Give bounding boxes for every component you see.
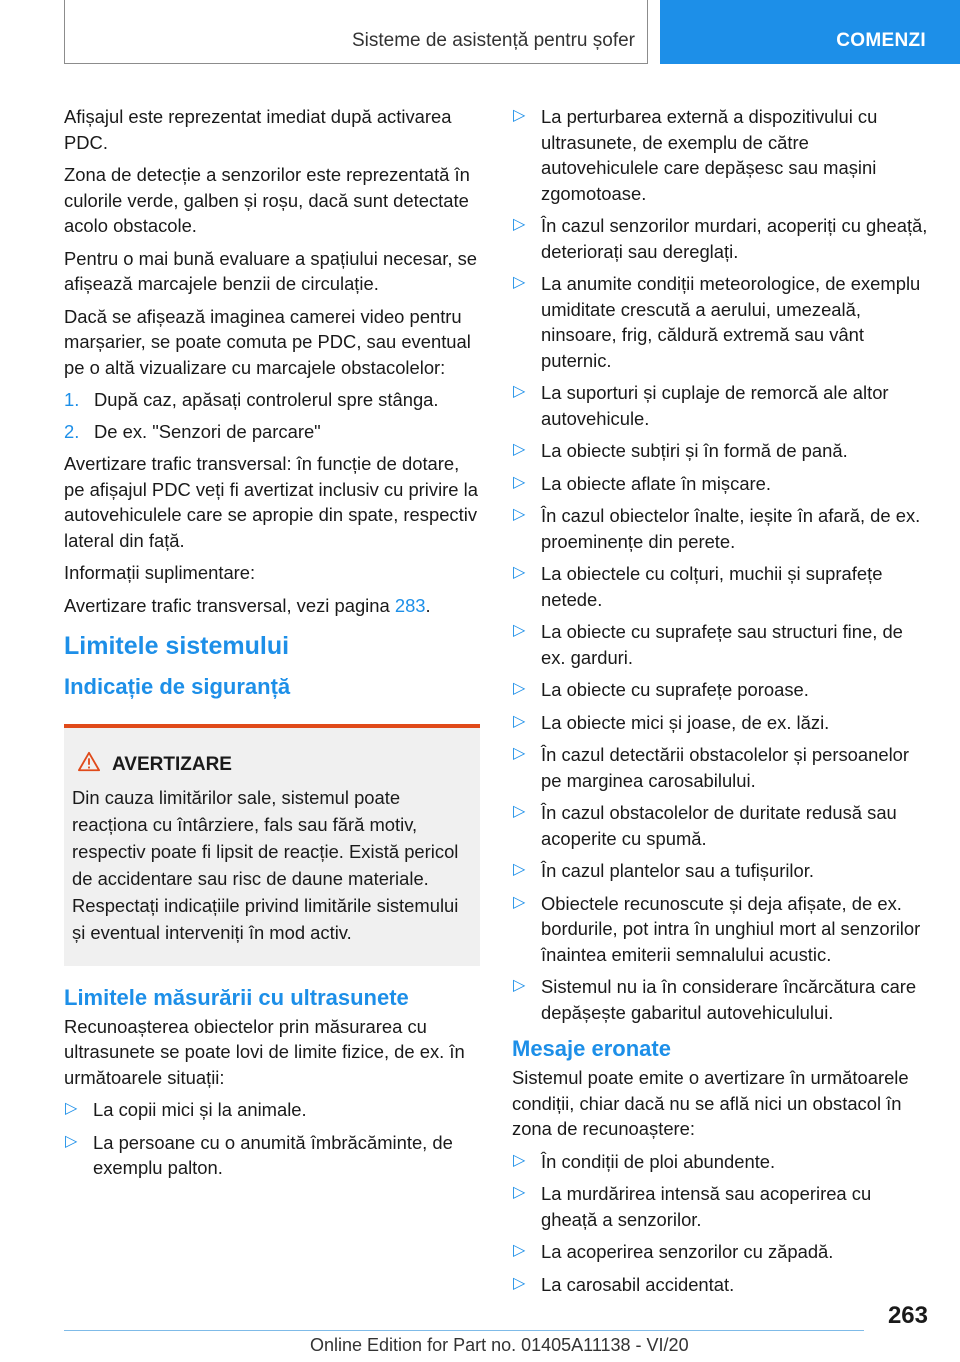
list-item-text: În cazul senzorilor murdari, acoperiți cu gheață, deteriorați sau dereglați. xyxy=(541,215,928,262)
list-item-text: La carosabil accidentat. xyxy=(541,1273,735,1295)
header-tab[interactable] xyxy=(660,0,960,64)
triangle-bullet-icon: ▷ xyxy=(513,441,526,458)
list-item xyxy=(512,1272,928,1298)
list-item xyxy=(512,213,928,264)
triangle-bullet-icon: ▷ xyxy=(513,977,526,994)
triangle-bullet-icon: ▷ xyxy=(513,383,526,400)
triangle-bullet-icon: ▷ xyxy=(513,745,526,762)
list-item-text: La suporturi și cuplaje de remorcă ale altor autovehicule. xyxy=(541,382,889,429)
step-item xyxy=(64,419,480,445)
error-conditions-list xyxy=(512,1149,928,1298)
steps-list xyxy=(64,387,480,444)
triangle-bullet-icon: ▷ xyxy=(513,473,526,491)
list-item xyxy=(512,471,928,497)
list-item xyxy=(512,858,928,884)
list-item xyxy=(512,380,928,431)
list-item-text: La obiecte cu suprafețe sau structuri fine, de ex. garduri. xyxy=(541,621,903,668)
triangle-bullet-icon: ▷ xyxy=(513,216,526,233)
subsection-heading: Limitele măsurării cu ultrasunete xyxy=(64,984,409,1010)
list-item xyxy=(512,742,928,793)
list-item-text: În cazul obstacolelor de duritate redusă sau acoperite cu spumă. xyxy=(541,802,897,849)
right-column xyxy=(512,104,928,1304)
triangle-bullet-icon: ▷ xyxy=(513,622,526,639)
triangle-bullet-icon: ▷ xyxy=(65,1100,78,1117)
list-item xyxy=(512,104,928,206)
list-item-text: La anumite condiții meteorologice, de exemplu umiditate crescută a aerului, umezeală, ninsoare, frig, căldură extremă sau vânt puternic. xyxy=(541,273,921,371)
list-item xyxy=(512,677,928,703)
triangle-bullet-icon: ▷ xyxy=(513,1274,526,1292)
list-item xyxy=(512,710,928,736)
list-item-text: În cazul plantelor sau a tufișurilor. xyxy=(541,860,814,881)
page-number: 263 xyxy=(887,1302,928,1329)
warning-triangle-icon xyxy=(78,751,100,773)
triangle-bullet-icon: ▷ xyxy=(513,1151,526,1169)
list-item-text: În cazul obiectelor înalte, ieșite în afară, de ex. proeminențe din perete. xyxy=(541,505,921,552)
list-item xyxy=(512,503,928,554)
list-item-text: La perturbarea externă a dispozitivului cu ultrasunete, de exemplu de către autovehiculele care depășesc sau mașini zgomotoase. xyxy=(541,106,878,204)
list-item-text: La obiecte mici și joase, de ex. lăzi. xyxy=(541,711,830,733)
xref-suffix: . xyxy=(425,594,431,616)
step-text: De ex. "Senzori de parcare" xyxy=(94,420,321,442)
list-item xyxy=(512,1181,928,1232)
subsection-heading: Indicație de siguranță xyxy=(64,674,291,699)
header-section-box xyxy=(64,0,648,64)
paragraph: Avertizare trafic transversal: în funcție de dotare, pe afișajul PDC veți fi avertizat inclusiv cu privire la autovehiculele care se apropie din spate, respectiv lateral din față. xyxy=(64,453,478,551)
list-item xyxy=(64,1130,480,1181)
section-heading: Limitele sistemului xyxy=(64,632,290,660)
step-number: 2. xyxy=(64,420,80,442)
list-item-text: Obiectele recunoscute și deja afișate, de ex. bordurile, pot intra în unghiul mort al senzorilor înaintea emiterii semnalului acustic. xyxy=(541,892,921,965)
list-item xyxy=(512,974,928,1025)
step-item xyxy=(64,387,480,413)
list-item xyxy=(512,1149,928,1175)
list-item xyxy=(64,1097,480,1123)
warning-text: Din cauza limitărilor sale, sistemul poate reacționa cu întârziere, fals sau fără motiv, respectiv poate fi lipsit de reacție. Există pericol de accidentare sau risc de daune materiale. Respectați indicațiile privind limitările sistemului și eventual interveniți în mod activ. xyxy=(72,786,459,943)
warning-box xyxy=(64,724,480,966)
triangle-bullet-icon: ▷ xyxy=(513,712,526,730)
list-item-text: La obiectele cu colțuri, muchii și suprafețe netede. xyxy=(541,563,883,610)
step-number: 1. xyxy=(64,389,80,410)
paragraph: Dacă se afișează imaginea camerei video pentru marșarier, se poate comuta pe PDC, sau eventual pe o altă vizualizare cu marcajele obstacolelor: xyxy=(64,305,471,378)
paragraph: Recunoașterea obiectelor prin măsurarea cu ultrasunete se poate lovi de limite fizice, de ex. în următoarele situații: xyxy=(64,1015,465,1088)
list-item xyxy=(512,438,928,464)
paragraph: Zona de detecție a senzorilor este reprezentată în culorile verde, galben și roșu, dacă sunt detectate acolo obstacole. xyxy=(64,164,470,236)
triangle-bullet-icon: ▷ xyxy=(65,1132,78,1150)
triangle-bullet-icon: ▷ xyxy=(513,803,526,820)
list-item xyxy=(512,800,928,851)
header-tab-label: COMENZI xyxy=(836,30,926,51)
triangle-bullet-icon: ▷ xyxy=(513,564,526,581)
footer-divider xyxy=(64,1330,864,1331)
list-item-text: La murdărirea intensă sau acoperirea cu gheață a senzorilor. xyxy=(541,1183,872,1230)
paragraph: Informații suplimentare: xyxy=(64,562,256,583)
step-text: După caz, apăsați controlerul spre stânga. xyxy=(94,389,439,410)
paragraph: Pentru o mai bună evaluare a spațiului necesar, se afișează marcajele benzii de circulație. xyxy=(64,247,478,294)
warning-header xyxy=(72,752,472,778)
list-item-text: La obiecte cu suprafețe poroase. xyxy=(541,679,809,700)
ultrasound-limits-list xyxy=(64,1097,480,1181)
page-link[interactable]: 283 xyxy=(394,594,426,616)
paragraph: Sistemul poate emite o avertizare în următoarele condiții, chiar dacă nu se află nici un obstacol în zona de recunoaștere: xyxy=(512,1067,909,1139)
list-item-text: La obiecte subțiri și în formă de pană. xyxy=(541,440,848,461)
header-section-title: Sisteme de asistență pentru șofer xyxy=(351,30,635,51)
triangle-bullet-icon: ▷ xyxy=(513,680,526,697)
list-item xyxy=(512,891,928,968)
triangle-bullet-icon: ▷ xyxy=(513,274,526,291)
xref-text: Avertizare trafic transversal, vezi pagina xyxy=(64,594,395,616)
list-item-text: În cazul detectării obstacolelor și persoanelor pe marginea carosabilului. xyxy=(541,744,910,791)
list-item xyxy=(512,271,928,373)
cross-reference xyxy=(64,593,480,619)
list-item xyxy=(512,561,928,612)
footer-edition: Online Edition for Part no. 01405A11138 - VI/20 xyxy=(310,1335,689,1355)
triangle-bullet-icon: ▷ xyxy=(513,1184,526,1201)
warning-title: AVERTIZARE xyxy=(112,754,232,775)
triangle-bullet-icon: ▷ xyxy=(513,506,526,523)
list-item-text: La acoperirea senzorilor cu zăpadă. xyxy=(541,1241,834,1262)
list-item xyxy=(512,619,928,670)
list-item xyxy=(512,1239,928,1265)
triangle-bullet-icon: ▷ xyxy=(513,893,526,911)
list-item-text: În condiții de ploi abundente. xyxy=(541,1150,776,1172)
subsection-heading: Mesaje eronate xyxy=(512,1036,671,1061)
left-column xyxy=(64,104,480,1188)
triangle-bullet-icon: ▷ xyxy=(513,107,526,124)
paragraph: Afișajul este reprezentat imediat după activarea PDC. xyxy=(64,106,452,153)
list-item-text: La persoane cu o anumită îmbrăcăminte, de exemplu palton. xyxy=(93,1131,453,1178)
list-item-text: La obiecte aflate în mișcare. xyxy=(541,472,772,494)
triangle-bullet-icon: ▷ xyxy=(513,861,526,878)
list-item-text: La copii mici și la animale. xyxy=(93,1099,307,1120)
list-item-text: Sistemul nu ia în considerare încărcătura care depășește gabaritul autovehiculului. xyxy=(541,976,917,1023)
triangle-bullet-icon: ▷ xyxy=(513,1242,526,1259)
limits-list xyxy=(512,104,928,1025)
